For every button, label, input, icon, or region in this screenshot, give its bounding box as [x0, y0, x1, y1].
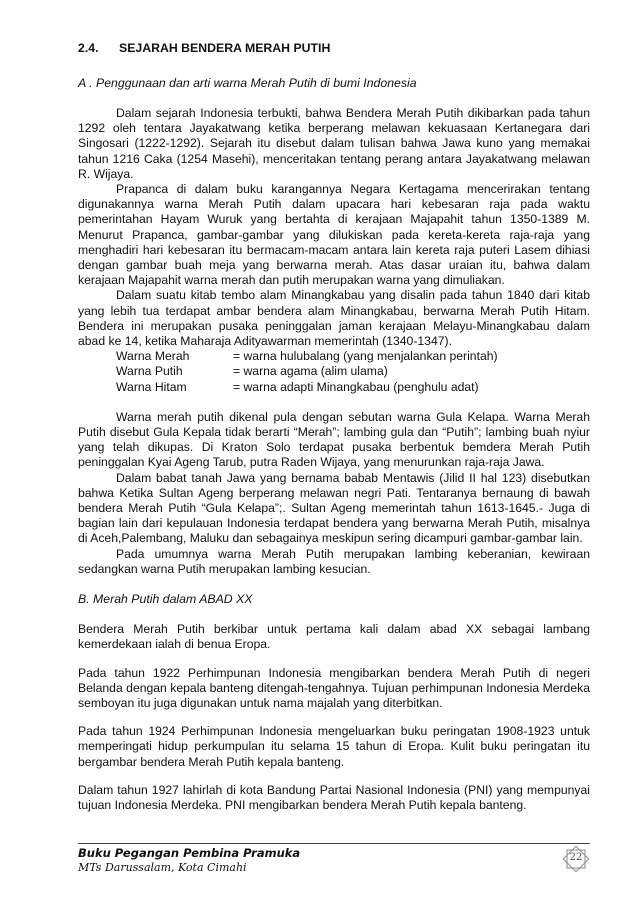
subsection-a-title: A . Penggunaan dan arti warna Merah Putih di bumi Indonesia	[78, 76, 417, 90]
color-name: Warna Hitam	[116, 379, 187, 394]
paragraph: Dalam tahun 1927 lahirlah di kota Bandung Partai Nasional Indonesia (PNI) yang mempunyai tujuan Indonesia Merdeka. PNI mengibarkan bendera Merah Putih kepala banteng.	[78, 782, 590, 812]
paragraph: Pada umumnya warna Merah Putih merupakan lambing keberanian, kewiraan sedangkan warna Putih merupakan lambing kesucian.	[78, 546, 590, 576]
page-number-badge	[562, 845, 590, 873]
paragraph: Warna merah putih dikenal pula dengan sebutan warna Gula Kelapa. Warna Merah Putih disebut Gula Kepala tidak berarti “Merah”; lambing gula dan “Putih”; lambing buah nyiur yang telah dikupas. Di Kraton Solo terdapat pusaka berbentuk bemdera Merah Putih peninggalan Kyai Ageng Tarub, putra Raden Wijaya, yang menurunkan raja-raja Jawa.	[78, 409, 590, 470]
list-item	[116, 349, 498, 364]
section-number: 2.4.	[78, 41, 99, 55]
paragraph: Prapanca di dalam buku karangannya Negara Kertagama mencerirakan tentang digunakannya warna Merah Putih dalam upacara hari kebesaran raja pada waktu pemerintahan Hayam Wuruk yang bertahta di kerajaan Majapahit tahun 1350-1389 M. Menurut Prapanca, gambar-gambar yang dilukiskan pada kereta-kereta raja-raja yang menghadiri hari kebesaran itu bermacam-macam antara lain kereta raja puteri Lasem dihiasi dengan gambar buah meja yang berwarna merah. Atas dasar uraian itu, bahwa dalam kerajaan Majapahit warna merah dan putih merupakan warna yang dimuliakan.	[78, 182, 590, 288]
page-number: 22	[569, 852, 583, 863]
color-name: Warna Merah	[116, 349, 190, 364]
section-heading	[78, 41, 590, 56]
document-page	[78, 41, 590, 813]
paragraph: Dalam sejarah Indonesia terbukti, bahwa Bendera Merah Putih dikibarkan pada tahun 1292 oleh tentara Jayakatwang ketika berperang melawan kekuasaan Kertanegara dari Singosari (1222-1292). Sejarah itu disebut dalam tulisan bahwa Jawa kuno yang memakai tahun 1216 Caka (1254 Masehi), menceritakan tentang perang antara Jayakatwang melawan R. Wijaya.	[78, 106, 590, 181]
color-meaning: = warna adapti Minangkabau (penghulu adat)	[233, 379, 479, 394]
subsection-b-title: B. Merah Putih dalam ABAD XX	[78, 592, 253, 607]
paragraph: Pada tahun 1922 Perhimpunan Indonesia mengibarkan bendera Merah Putih di negeri Belanda dengan kepala banteng ditengah-tengahnya. Tujuan perhimpunan Indonesia Merdeka semboyan itu juga digunakan untuk nama majalah yang diterbitkan.	[78, 665, 590, 710]
paragraph: Bendera Merah Putih berkibar untuk pertama kali dalam abad XX sebagai lambang kemerdekaan ialah di benua Eropa.	[78, 622, 590, 652]
paragraph: Dalam babat tanah Jawa yang bernama babab Mentawis (Jilid II hal 123) disebutkan bahwa Ketika Sultan Ageng berperang melawan negri Pati. Tentaranya bernaung di bawah bendera Merah Putih “Gula Kelapa”;. Sultan Ageng memerintah tahun 1613-1645.- Juga di bagian lain dari kepulauan Indonesia terdapat bendera yang berwarna Merah Putih, misalnya di Aceh,Palembang, Maluku dan sebagainya meskipun sering dicampuri gambar-gambar lain.	[78, 470, 590, 546]
color-meaning: = warna hulubalang (yang menjalankan perintah)	[233, 349, 498, 364]
list-item	[116, 380, 498, 395]
paragraph: Dalam suatu kitab tembo alam Minangkabau yang disalin pada tahun 1840 dari kitab yang lebih tua terdapat ambar bendera alam Minangkabau, berwarna Merah Putih Hitam. Bendera ini merupakan pusaka peninggalan jaman kerajaan Melayu-Minangkabau dalam abad ke 14, ketika Maharaja Adityawarman memerintah (1340-1347).	[78, 288, 590, 349]
footer-title: Buku Pegangan Pembina Pramuka	[78, 846, 301, 860]
color-meaning: = warna agama (alim ulama)	[233, 364, 388, 379]
paragraph: Pada tahun 1924 Perhimpunan Indonesia mengeluarkan buku peringatan 1908-1923 untuk memperingati hidup perkumpulan itu selama 15 tahun di Eropa. Kulit buku peringatan itu bergambar bendera Merah Putih kepala banteng.	[78, 724, 590, 769]
color-meaning-list	[116, 349, 498, 395]
section-title: SEJARAH BENDERA MERAH PUTIH	[119, 41, 331, 55]
list-item	[116, 364, 498, 379]
page-footer	[78, 843, 590, 876]
footer-subtitle: MTs Darussalam, Kota Cimahi	[78, 861, 247, 874]
color-name: Warna Putih	[116, 364, 183, 379]
